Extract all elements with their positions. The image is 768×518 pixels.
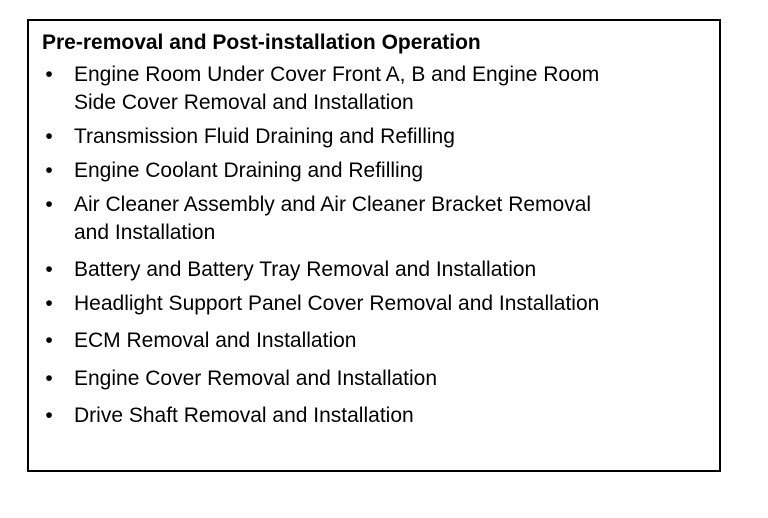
bullet-icon: •	[45, 193, 53, 216]
list-item-text: Engine Cover Removal and Installation	[74, 367, 438, 390]
bullet-icon: •	[45, 258, 53, 281]
bullet-icon: •	[45, 125, 53, 148]
bullet-icon: •	[45, 292, 53, 315]
list-item-text: Transmission Fluid Draining and Refilling	[74, 125, 455, 148]
operation-box	[27, 19, 721, 472]
bullet-icon: •	[45, 404, 53, 427]
list-item-text: Headlight Support Panel Cover Removal and Installation	[74, 292, 600, 315]
list-item-text: Engine Coolant Draining and Refilling	[74, 159, 424, 182]
bullet-icon: •	[45, 367, 53, 390]
bullet-icon: •	[45, 159, 53, 182]
list-item-text: Battery and Battery Tray Removal and Installation	[74, 258, 537, 281]
list-item-text: Air Cleaner Assembly and Air Cleaner Bracket Removal and Installation	[74, 193, 592, 244]
list-item-text: Engine Room Under Cover Front A, B and Engine Room Side Cover Removal and Installation	[74, 63, 600, 114]
list-item-text: Drive Shaft Removal and Installation	[74, 404, 414, 427]
list-item-text: ECM Removal and Installation	[74, 329, 357, 352]
bullet-icon: •	[45, 63, 53, 86]
box-title: Pre-removal and Post-installation Operation	[42, 31, 481, 54]
bullet-icon: •	[45, 329, 53, 352]
